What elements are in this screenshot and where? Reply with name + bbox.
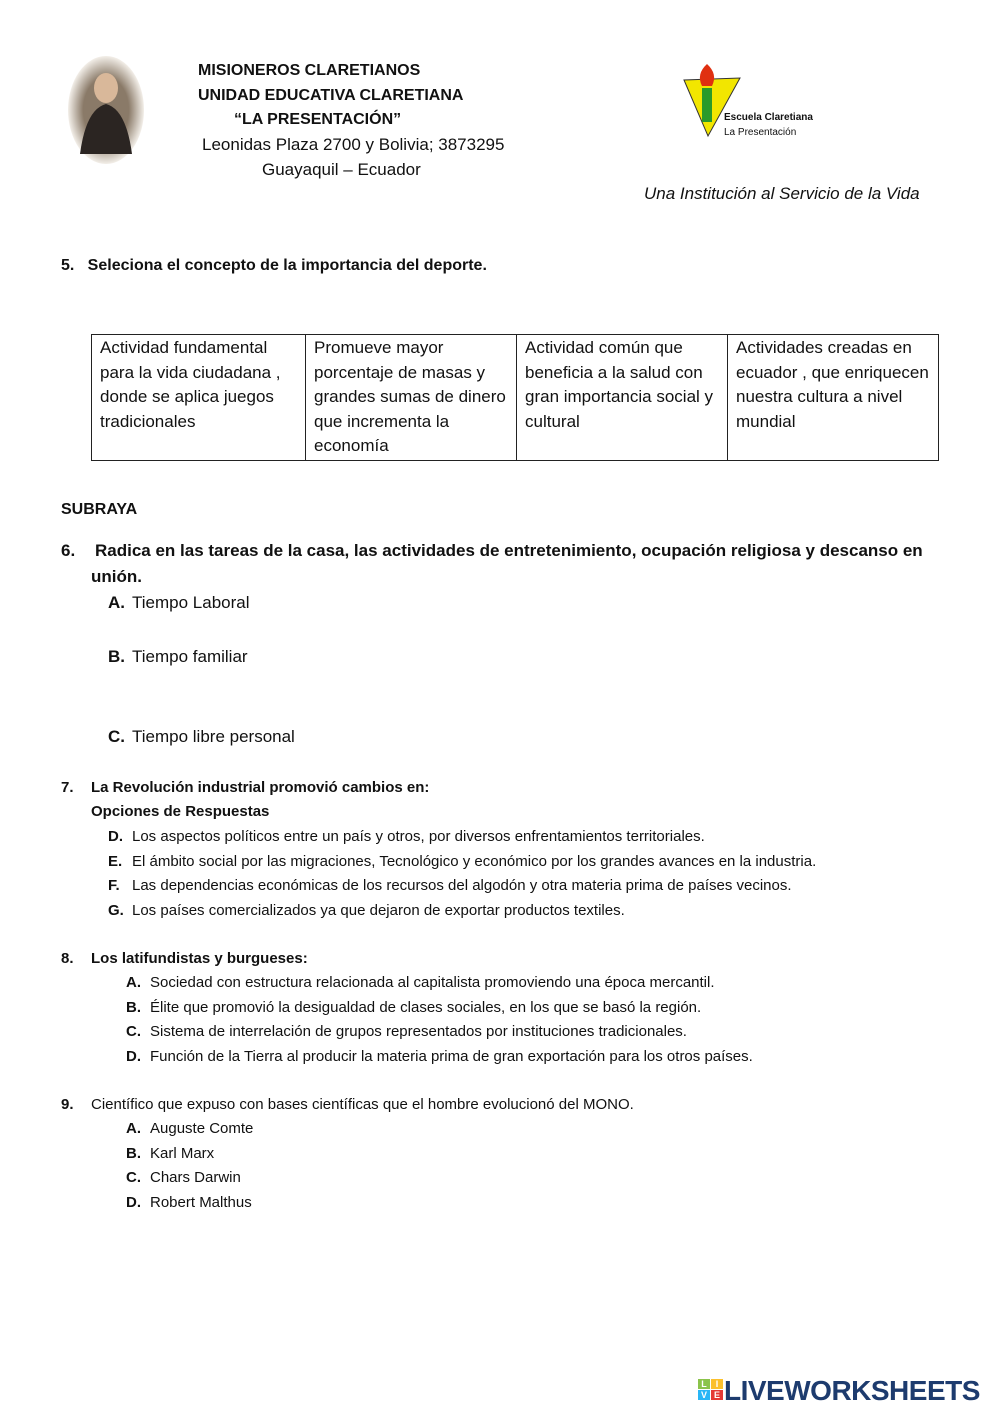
- concept-option-2[interactable]: Promueve mayor porcentaje de masas y grandes sumas de dinero que incrementa la economía: [306, 335, 517, 461]
- subraya-heading: SUBRAYA: [61, 501, 138, 518]
- q6-text-cont: unión.: [91, 567, 142, 586]
- concept-option-1[interactable]: Actividad fundamental para la vida ciudadana , donde se aplica juegos tradicionales: [92, 335, 306, 461]
- option-text: El ámbito social por las migraciones, Tecnológico y económico por los grandes avances en la industria.: [132, 852, 817, 870]
- option-text: Robert Malthus: [150, 1193, 252, 1211]
- option-text: Función de la Tierra al producir la materia prima de gran exportación para los otros países.: [150, 1047, 753, 1065]
- q7-text: La Revolución industrial promovió cambios en:: [91, 779, 430, 796]
- option-text: Auguste Comte: [150, 1120, 254, 1137]
- q9-option-c[interactable]: [126, 1169, 241, 1186]
- badge-letter: L: [698, 1379, 710, 1389]
- option-letter: A.: [108, 593, 125, 612]
- q7-option-g[interactable]: [108, 902, 625, 919]
- option-letter: C.: [126, 1169, 141, 1186]
- concept-option-3[interactable]: Actividad común que beneficia a la salud con gran importancia social y cultural: [517, 335, 728, 461]
- option-text: Karl Marx: [150, 1144, 215, 1162]
- header-line3: “LA PRESENTACIÓN”: [234, 111, 402, 128]
- logo-text-2: La Presentación: [724, 127, 797, 138]
- q8-text: Los latifundistas y burgueses:: [91, 950, 308, 967]
- option-letter: B.: [108, 647, 125, 666]
- option-letter: C.: [108, 727, 125, 746]
- q6-text: Radica en las tareas de la casa, las actividades de entretenimiento, ocupación religiosa y descanso en: [95, 541, 923, 560]
- option-letter: C.: [126, 1023, 141, 1040]
- q8-option-c[interactable]: [126, 1023, 687, 1040]
- option-text: Chars Darwin: [150, 1169, 241, 1186]
- option-letter: E.: [108, 852, 123, 870]
- option-letter: B.: [126, 1144, 141, 1162]
- option-letter: F.: [108, 877, 120, 894]
- q9-number: 9.: [61, 1096, 74, 1113]
- q9-option-b[interactable]: [126, 1145, 214, 1162]
- q6-number: 6.: [61, 541, 76, 560]
- q7-option-d[interactable]: [108, 828, 705, 845]
- option-text: Tiempo Laboral: [132, 593, 250, 612]
- q7-number: 7.: [61, 779, 74, 796]
- q9-option-d[interactable]: [126, 1194, 252, 1211]
- badge-letter: E: [711, 1390, 723, 1400]
- header-line1: MISIONEROS CLARETIANOS: [198, 62, 421, 79]
- option-text: Tiempo familiar: [132, 647, 248, 666]
- live-badge-icon: [698, 1379, 723, 1400]
- q9-text: Científico que expuso con bases científicas que el hombre evolucionó del MONO.: [91, 1096, 634, 1113]
- question-5-title: 5. Seleciona el concepto de la importancia del deporte.: [61, 257, 487, 274]
- q8-option-b[interactable]: [126, 999, 701, 1016]
- q8-option-a[interactable]: [126, 974, 715, 991]
- option-text: Sociedad con estructura relacionada al capitalista promoviendo una época mercantil.: [150, 974, 715, 991]
- q6-option-a[interactable]: [108, 593, 250, 613]
- logo-text-1: Escuela Claretiana: [724, 112, 813, 123]
- portrait-image: [66, 54, 146, 166]
- option-letter: A.: [126, 974, 141, 991]
- header-city: Guayaquil – Ecuador: [262, 160, 421, 179]
- q7-subtitle: Opciones de Respuestas: [91, 803, 270, 820]
- q9-option-a[interactable]: [126, 1120, 253, 1137]
- option-text: Sistema de interrelación de grupos representados por instituciones tradicionales.: [150, 1023, 687, 1040]
- option-text: Élite que promovió la desigualdad de clases sociales, en los que se basó la región.: [150, 998, 702, 1016]
- option-text: Los países comercializados ya que dejaron de exportar productos textiles.: [132, 901, 625, 919]
- q8-option-d[interactable]: [126, 1048, 753, 1065]
- header-line2: UNIDAD EDUCATIVA CLARETIANA: [198, 87, 464, 104]
- option-letter: A.: [126, 1120, 141, 1137]
- badge-letter: V: [698, 1390, 710, 1400]
- liveworksheets-logo[interactable]: LIVEWORKSHEETS: [724, 1375, 980, 1406]
- option-letter: D.: [126, 1047, 141, 1065]
- option-letter: D.: [126, 1193, 141, 1211]
- header-address: Leonidas Plaza 2700 y Bolivia; 3873295: [202, 135, 505, 154]
- q7-option-f[interactable]: [108, 877, 792, 894]
- motto: Una Institución al Servicio de la Vida: [644, 184, 920, 203]
- q6-option-b[interactable]: [108, 647, 248, 667]
- concept-table: [91, 334, 939, 461]
- option-text: Las dependencias económicas de los recursos del algodón y otra materia prima de países vecinos.: [132, 877, 792, 894]
- option-letter: G.: [108, 901, 124, 919]
- option-text: Tiempo libre personal: [132, 727, 295, 746]
- badge-letter: I: [711, 1379, 723, 1389]
- q6-option-c[interactable]: [108, 727, 295, 747]
- option-text: Los aspectos políticos entre un país y otros, por diversos enfrentamientos territoriales.: [132, 828, 705, 845]
- option-letter: D.: [108, 828, 123, 845]
- q7-option-e[interactable]: [108, 853, 816, 870]
- q8-number: 8.: [61, 950, 74, 967]
- option-letter: B.: [126, 998, 141, 1016]
- concept-option-4[interactable]: Actividades creadas en ecuador , que enriquecen nuestra cultura a nivel mundial: [728, 335, 939, 461]
